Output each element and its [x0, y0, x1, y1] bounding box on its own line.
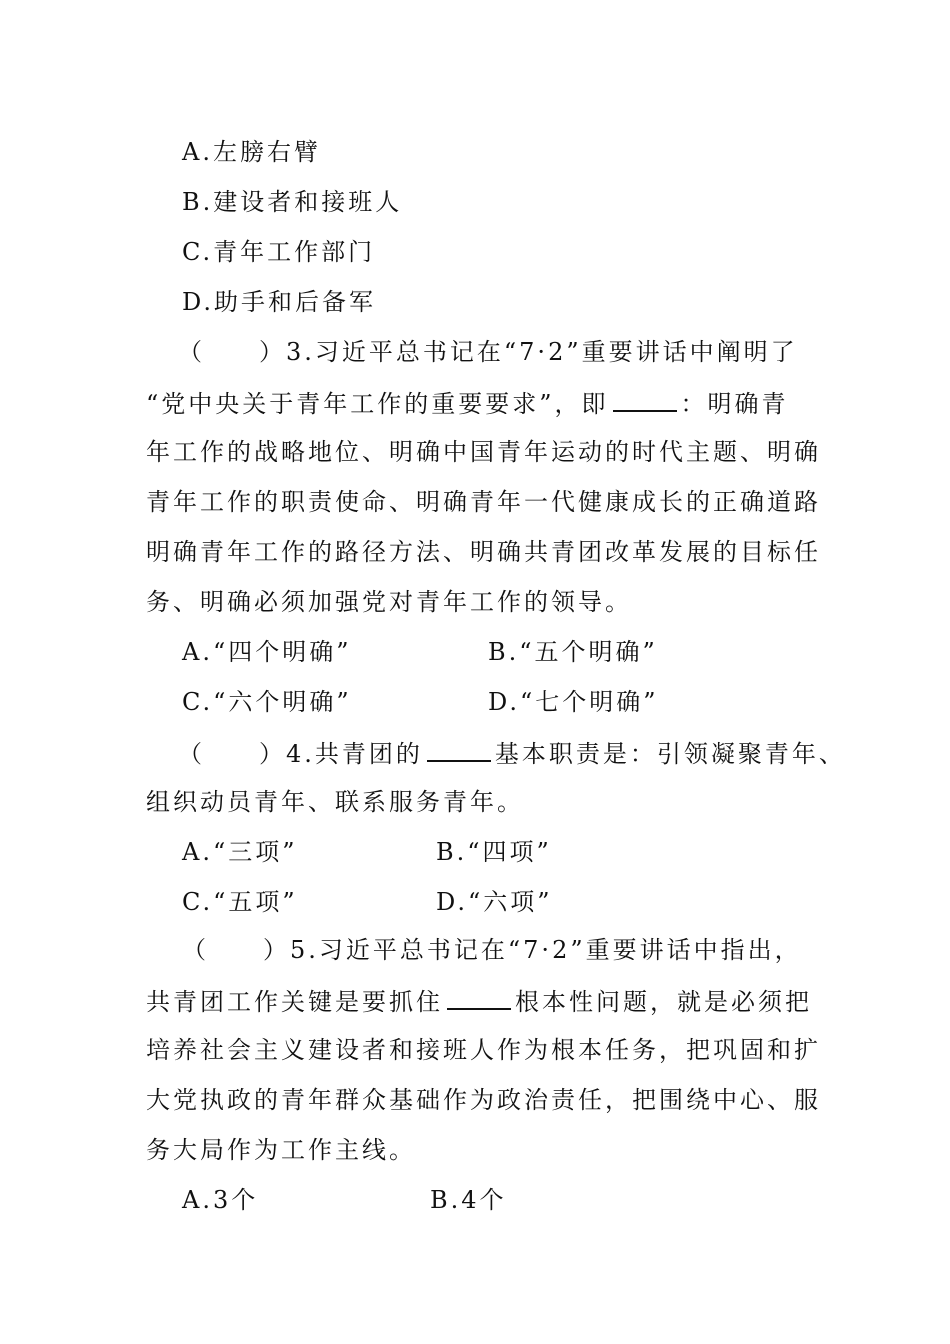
q3-stem-line2 — [146, 386, 789, 420]
q5-stem-line4: 大党执政的青年群众基础作为政治责任，把围绕中心、服 — [146, 1086, 821, 1114]
q3-option-c: C.“六个明确” — [182, 688, 352, 716]
answer-blank — [613, 386, 677, 412]
q2-option-c: C.青年工作部门 — [182, 238, 376, 266]
q5-stem-line3: 培养社会主义建设者和接班人作为根本任务，把巩固和扩 — [146, 1036, 821, 1064]
q3-stem-line2-post: ：明确青 — [680, 390, 789, 418]
q5-stem-line1: （ ）5.习近平总书记在“7·2”重要讲话中指出， — [182, 936, 802, 964]
q2-option-b: B.建设者和接班人 — [182, 188, 403, 216]
q4-stem-line2: 组织动员青年、联系服务青年。 — [146, 788, 524, 816]
q4-stem-line1-pre: （ ）4.共青团的 — [178, 740, 423, 768]
q5-stem-line5: 务大局作为工作主线。 — [146, 1136, 416, 1164]
q2-option-a: A.左膀右臂 — [182, 138, 321, 166]
q3-stem-line4: 青年工作的职责使命、明确青年一代健康成长的正确道路 — [146, 488, 821, 516]
answer-blank — [447, 984, 511, 1010]
q4-option-d: D.“六项” — [436, 888, 553, 916]
q5-option-a: A.3个 — [182, 1186, 259, 1214]
q3-option-d: D.“七个明确” — [488, 688, 659, 716]
q3-option-b: B.“五个明确” — [488, 638, 658, 666]
q2-option-d: D.助手和后备军 — [182, 288, 377, 316]
q3-stem-line1: （ ）3.习近平总书记在“7·2”重要讲话中阐明了 — [178, 338, 798, 366]
q5-stem-line2 — [146, 984, 812, 1018]
q3-stem-line5: 明确青年工作的路径方法、明确共青团改革发展的目标任 — [146, 538, 821, 566]
q5-stem-line2-pre: 共青团工作关键是要抓住 — [146, 988, 443, 1016]
q4-option-a: A.“三项” — [182, 838, 298, 866]
q5-option-b: B.4个 — [430, 1186, 507, 1214]
q3-stem-line2-pre: “党中央关于青年工作的重要要求”，即 — [146, 390, 609, 418]
q4-option-c: C.“五项” — [182, 888, 298, 916]
q4-stem-line1-post: 基本职责是：引领凝聚青年、 — [494, 740, 846, 768]
q5-stem-line2-post: 根本性问题，就是必须把 — [515, 988, 812, 1016]
answer-blank — [427, 736, 491, 762]
q4-stem-line1 — [178, 736, 846, 770]
q3-stem-line6: 务、明确必须加强党对青年工作的领导。 — [146, 588, 632, 616]
q3-stem-line3: 年工作的战略地位、明确中国青年运动的时代主题、明确 — [146, 438, 821, 466]
q4-option-b: B.“四项” — [436, 838, 552, 866]
q3-option-a: A.“四个明确” — [182, 638, 352, 666]
